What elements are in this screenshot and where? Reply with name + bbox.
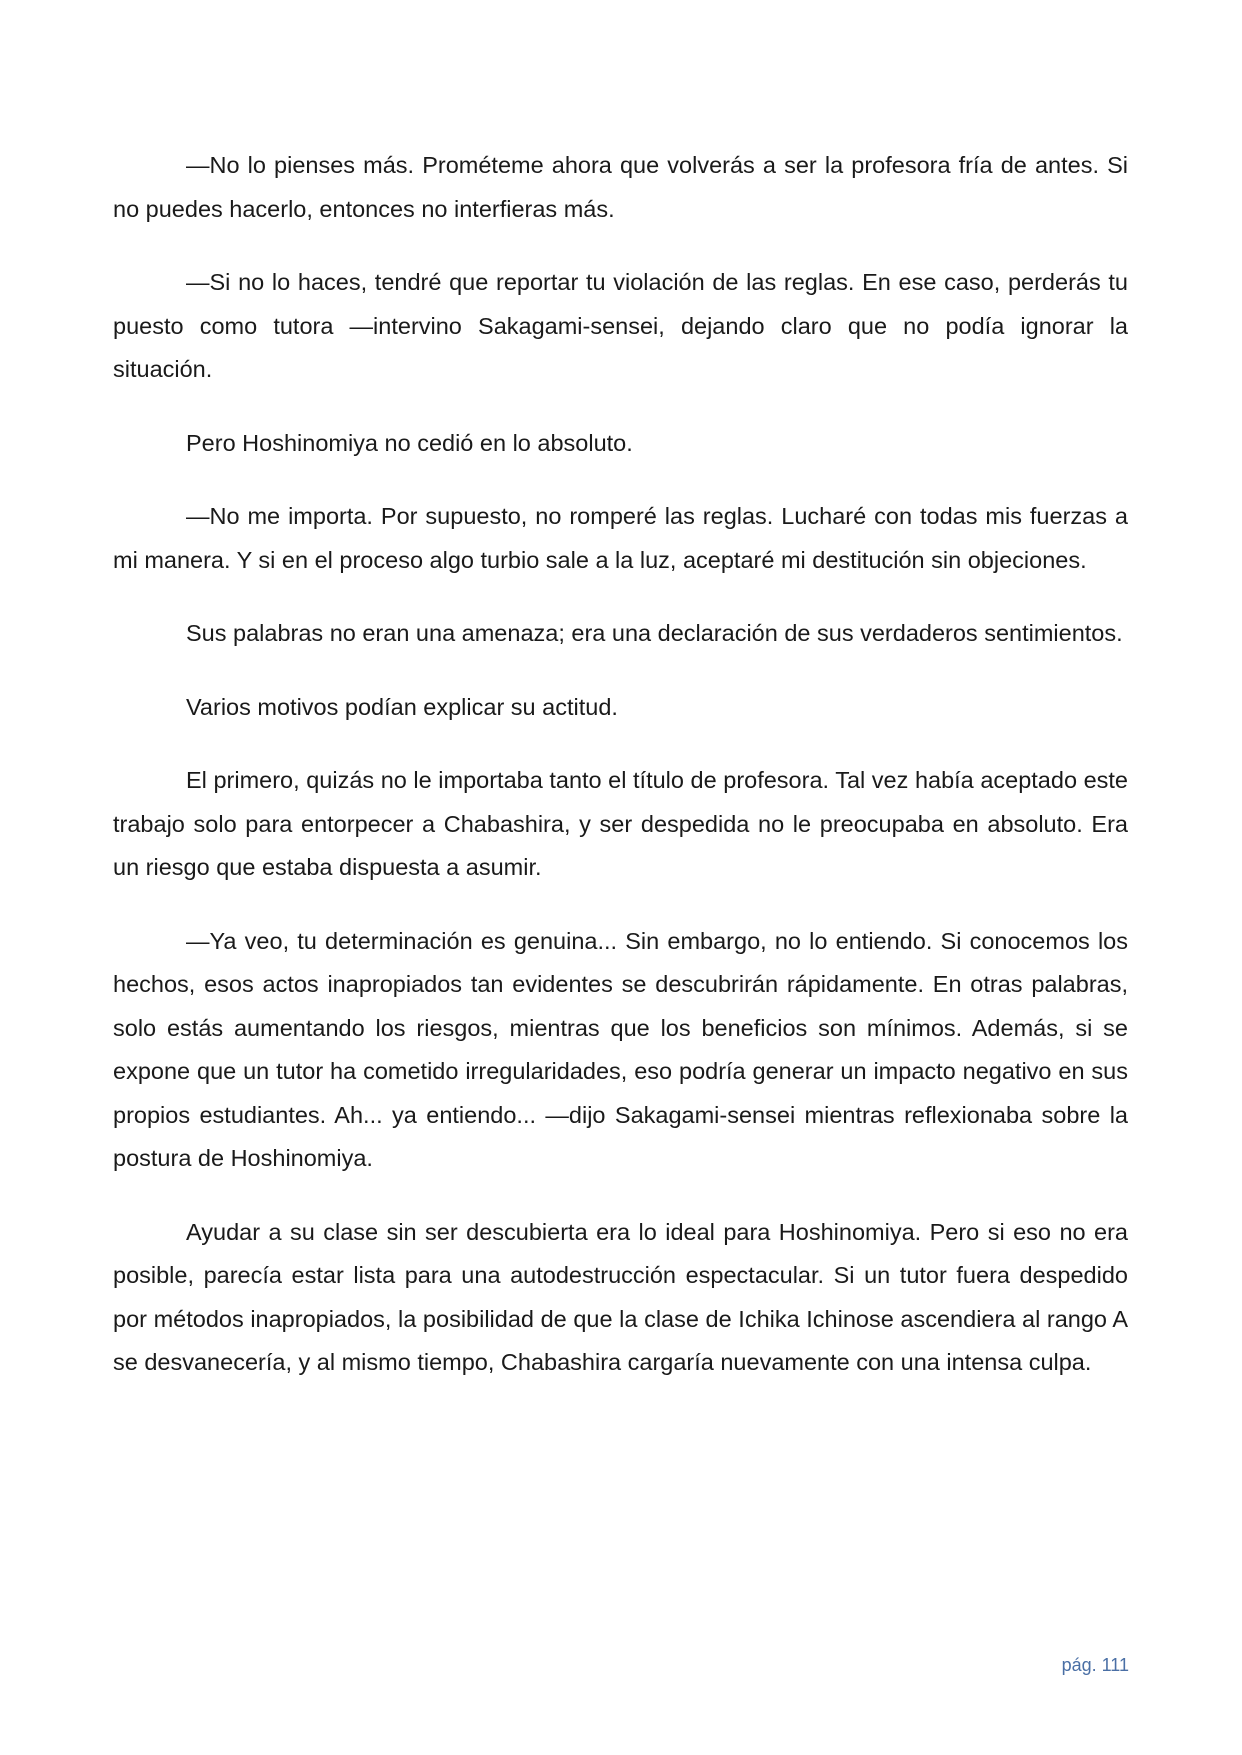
paragraph-1: —No lo pienses más. Prométeme ahora que volverás a ser la profesora fría de antes. Si no puedes hacerlo, entonces no interfieras más. [113,152,1128,222]
paragraph-4: —No me importa. Por supuesto, no romperé las reglas. Lucharé con todas mis fuerzas a mi manera. Y si en el proceso algo turbio sale a la luz, aceptaré mi destitución sin objeciones. [113,503,1128,573]
paragraph-8: —Ya veo, tu determinación es genuina... Sin embargo, no lo entiendo. Si conocemos los hechos, esos actos inapropiados tan evidentes se descubrirán rápidamente. En otras palabras, solo estás aumentando los riesgos, mientras que los beneficios son mínimos. Además, si se expone que un tutor ha cometido irregularidades, eso podría generar un impacto negativo en sus propios estudiantes. Ah... ya entiendo... —dijo Sakagami-sensei mientras reflexionaba sobre la postura de Hoshinomiya. [113,927,1128,1171]
body-text [113,144,1128,1415]
paragraph-7: El primero, quizás no le importaba tanto el título de profesora. Tal vez había aceptado este trabajo solo para entorpecer a Chabashira, y ser despedida no le preocupaba en absoluto. Era un riesgo que estaba dispuesta a asumir. [113,767,1128,880]
paragraph-6: Varios motivos podían explicar su actitud. [186,693,618,720]
paragraph-9: Ayudar a su clase sin ser descubierta era lo ideal para Hoshinomiya. Pero si eso no era posible, parecía estar lista para una autodestrucción espectacular. Si un tutor fuera despedido por métodos inapropiados, la posibilidad de que la clase de Ichika Ichinose ascendiera al rango A se desvanecería, y al mismo tiempo, Chabashira cargaría nuevamente con una intensa culpa. [113,1218,1128,1375]
paragraph-2: —Si no lo haces, tendré que reportar tu violación de las reglas. En ese caso, perderás tu puesto como tutora —intervino Sakagami-sensei, dejando claro que no podía ignorar la situación. [113,269,1128,382]
paragraph-3: Pero Hoshinomiya no cedió en lo absoluto. [186,429,633,456]
page-number: pág. 111 [1061,1655,1129,1675]
paragraph-5: Sus palabras no eran una amenaza; era una declaración de sus verdaderos sentimientos. [186,620,1123,646]
